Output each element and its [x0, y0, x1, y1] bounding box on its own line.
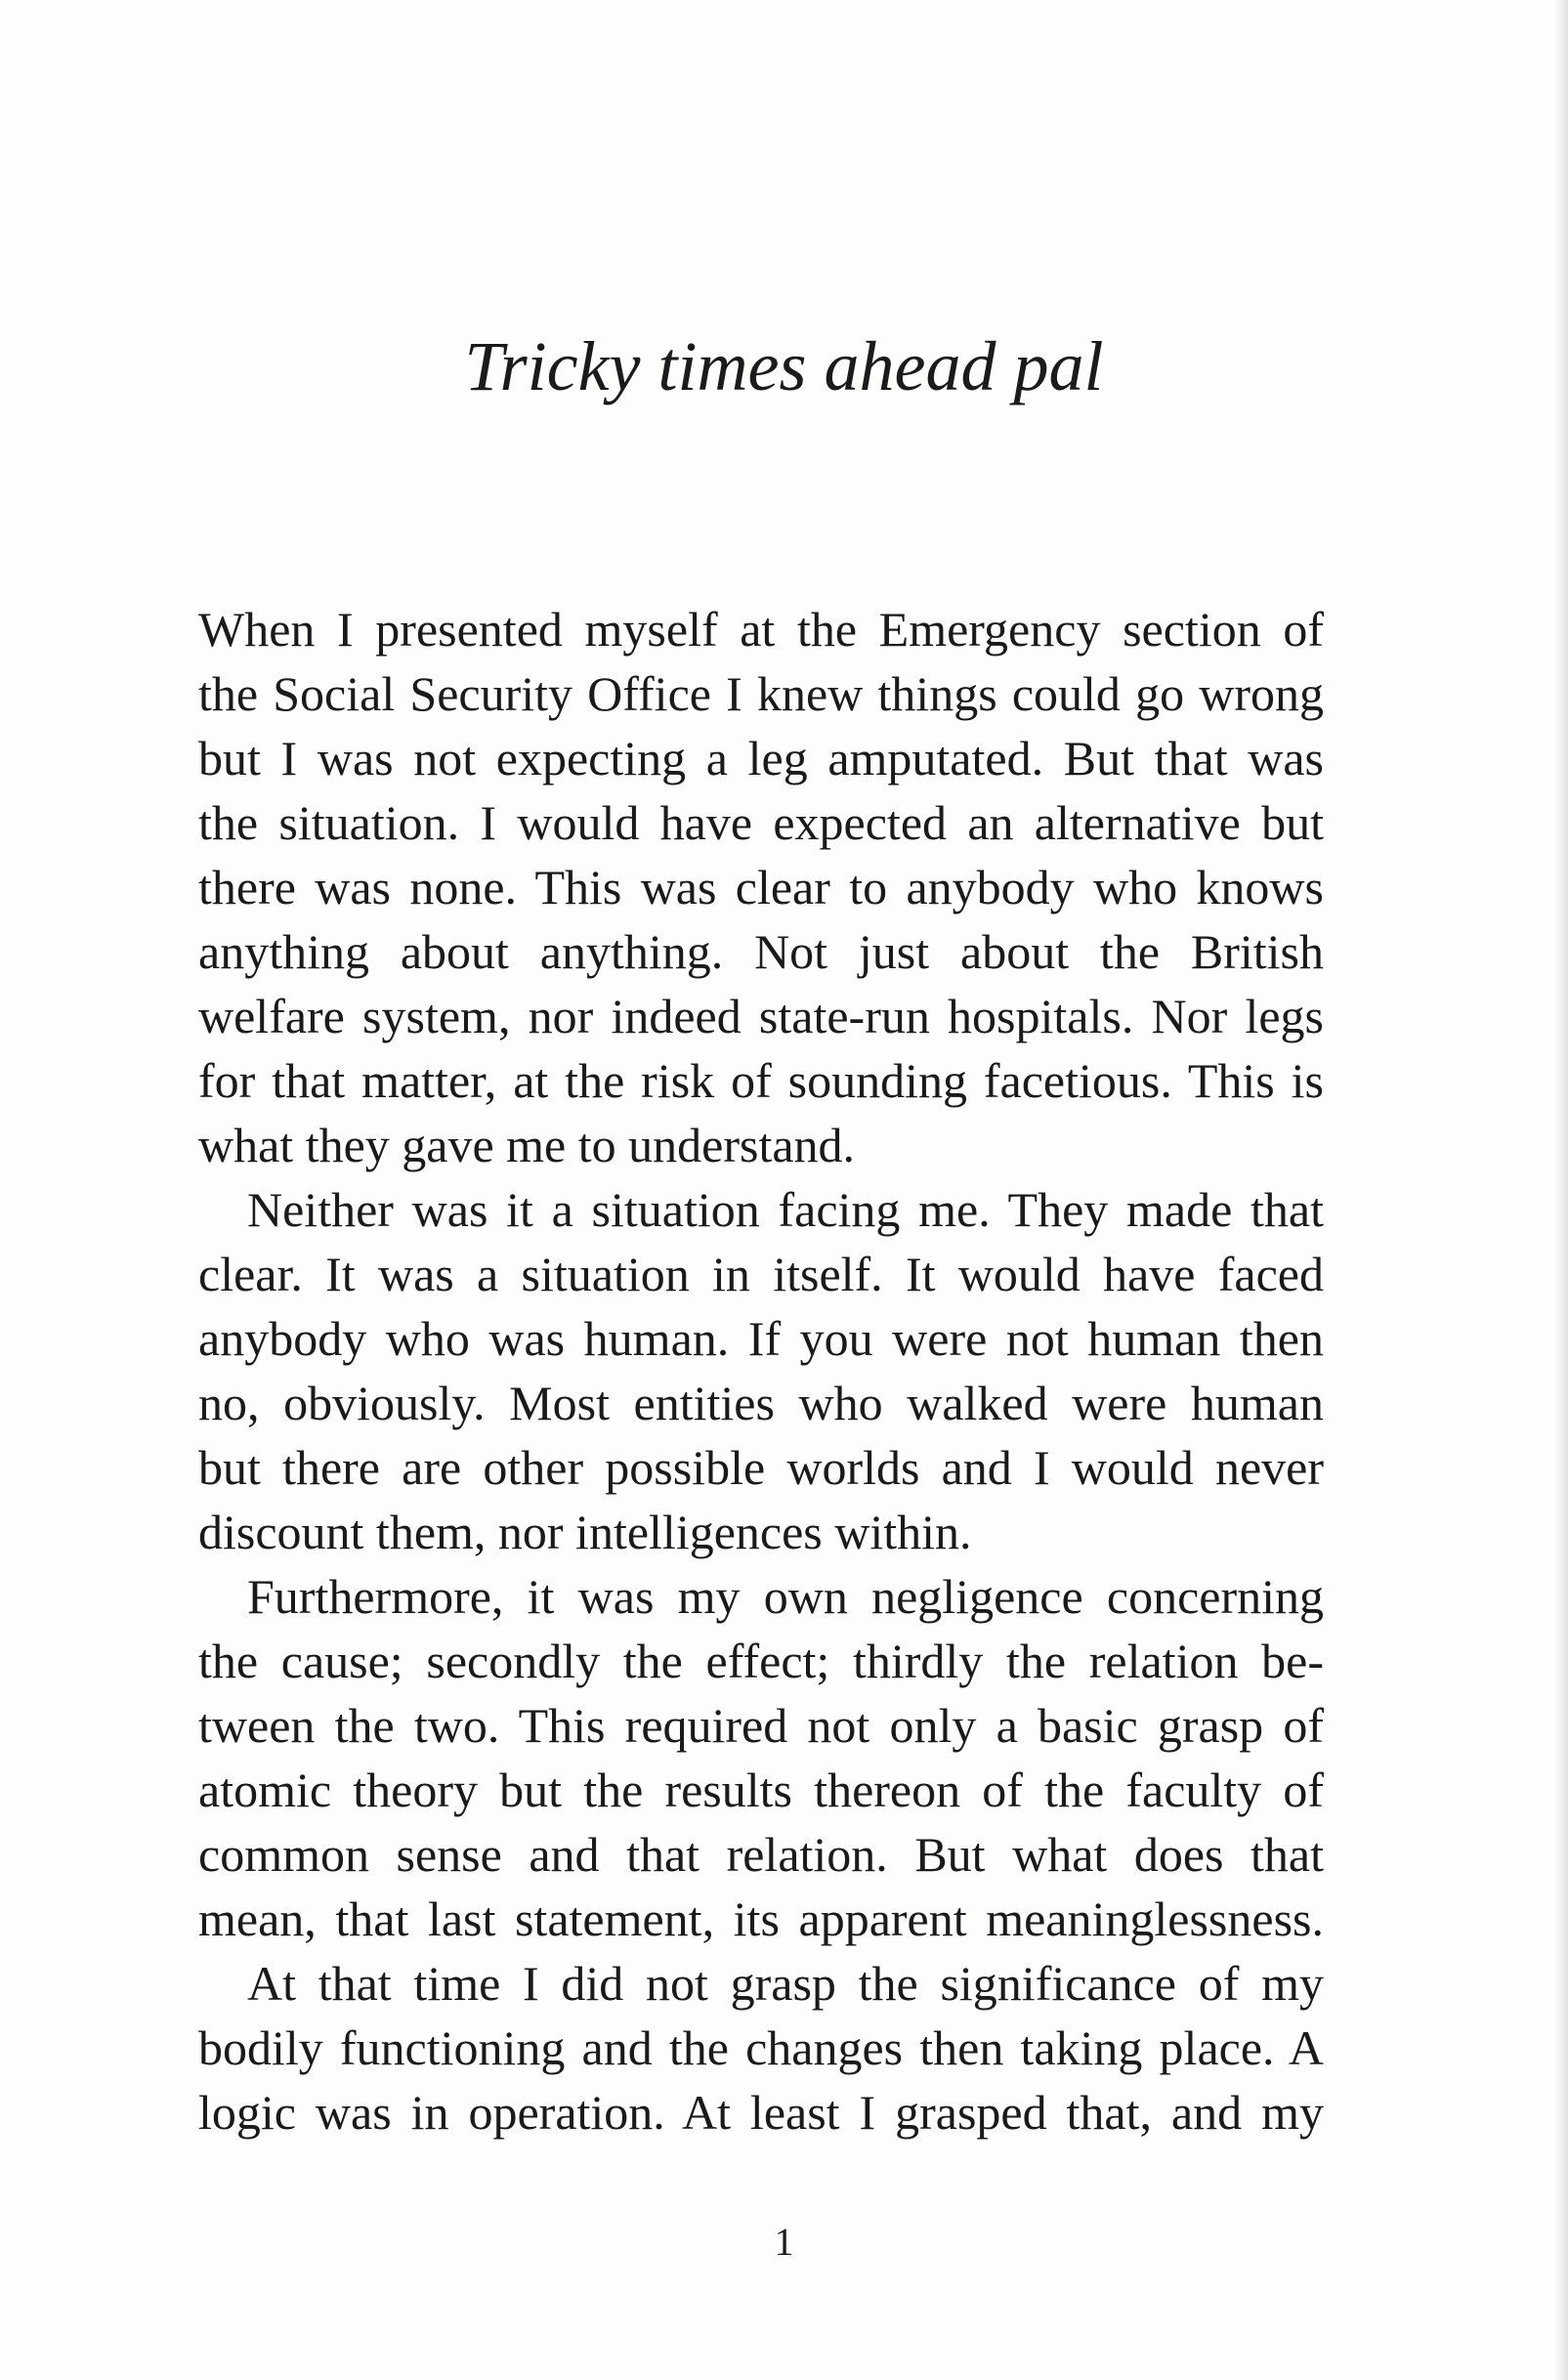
text-line: welfare system, nor indeed state-run hospitals. Nor legs — [198, 989, 1324, 1043]
text-line: for that matter, at the risk of sounding facetious. This is — [198, 1053, 1324, 1108]
text-line: but I was not expecting a leg amputated. But that was — [198, 731, 1324, 786]
text-line: the situation. I would have expected an alternative but — [198, 795, 1324, 850]
text-line: Furthermore, it was my own negligence concerning — [247, 1569, 1324, 1624]
text-line: but there are other possible worlds and I would never — [198, 1440, 1324, 1495]
text-line: common sense and that relation. But what does that — [198, 1827, 1324, 1882]
text-line: When I presented myself at the Emergency section of — [198, 602, 1324, 657]
text-line: the Social Security Office I knew things could go wrong — [198, 666, 1324, 721]
chapter-title: Tricky times ahead pal — [464, 327, 1104, 405]
text-line: atomic theory but the results thereon of the faculty of — [198, 1763, 1324, 1817]
text-line: what they gave me to understand. — [198, 1118, 856, 1172]
text-line: logic was in operation. At least I grasped that, and my — [198, 2085, 1324, 2140]
body-text — [198, 597, 1324, 2145]
page-number: 1 — [774, 2220, 794, 2264]
text-line: bodily functioning and the changes then taking place. A — [198, 2020, 1324, 2075]
text-line: no, obviously. Most entities who walked were human — [198, 1376, 1324, 1430]
text-line: anybody who was human. If you were not human then — [198, 1311, 1324, 1366]
text-line: tween the two. This required not only a basic grasp of — [198, 1698, 1324, 1753]
text-line: there was none. This was clear to anybody who knows — [198, 860, 1324, 914]
text-line: anything about anything. Not just about the British — [198, 924, 1324, 979]
text-line: the cause; secondly the effect; thirdly the relation be- — [198, 1634, 1324, 1688]
text-line: At that time I did not grasp the significance of my — [247, 1956, 1324, 2011]
text-line: mean, that last statement, its apparent meaninglessness. — [198, 1891, 1324, 1946]
text-line: Neither was it a situation facing me. They made that — [247, 1182, 1324, 1237]
text-line: discount them, nor intelligences within. — [198, 1505, 972, 1559]
text-line: clear. It was a situation in itself. It would have faced — [198, 1247, 1324, 1301]
